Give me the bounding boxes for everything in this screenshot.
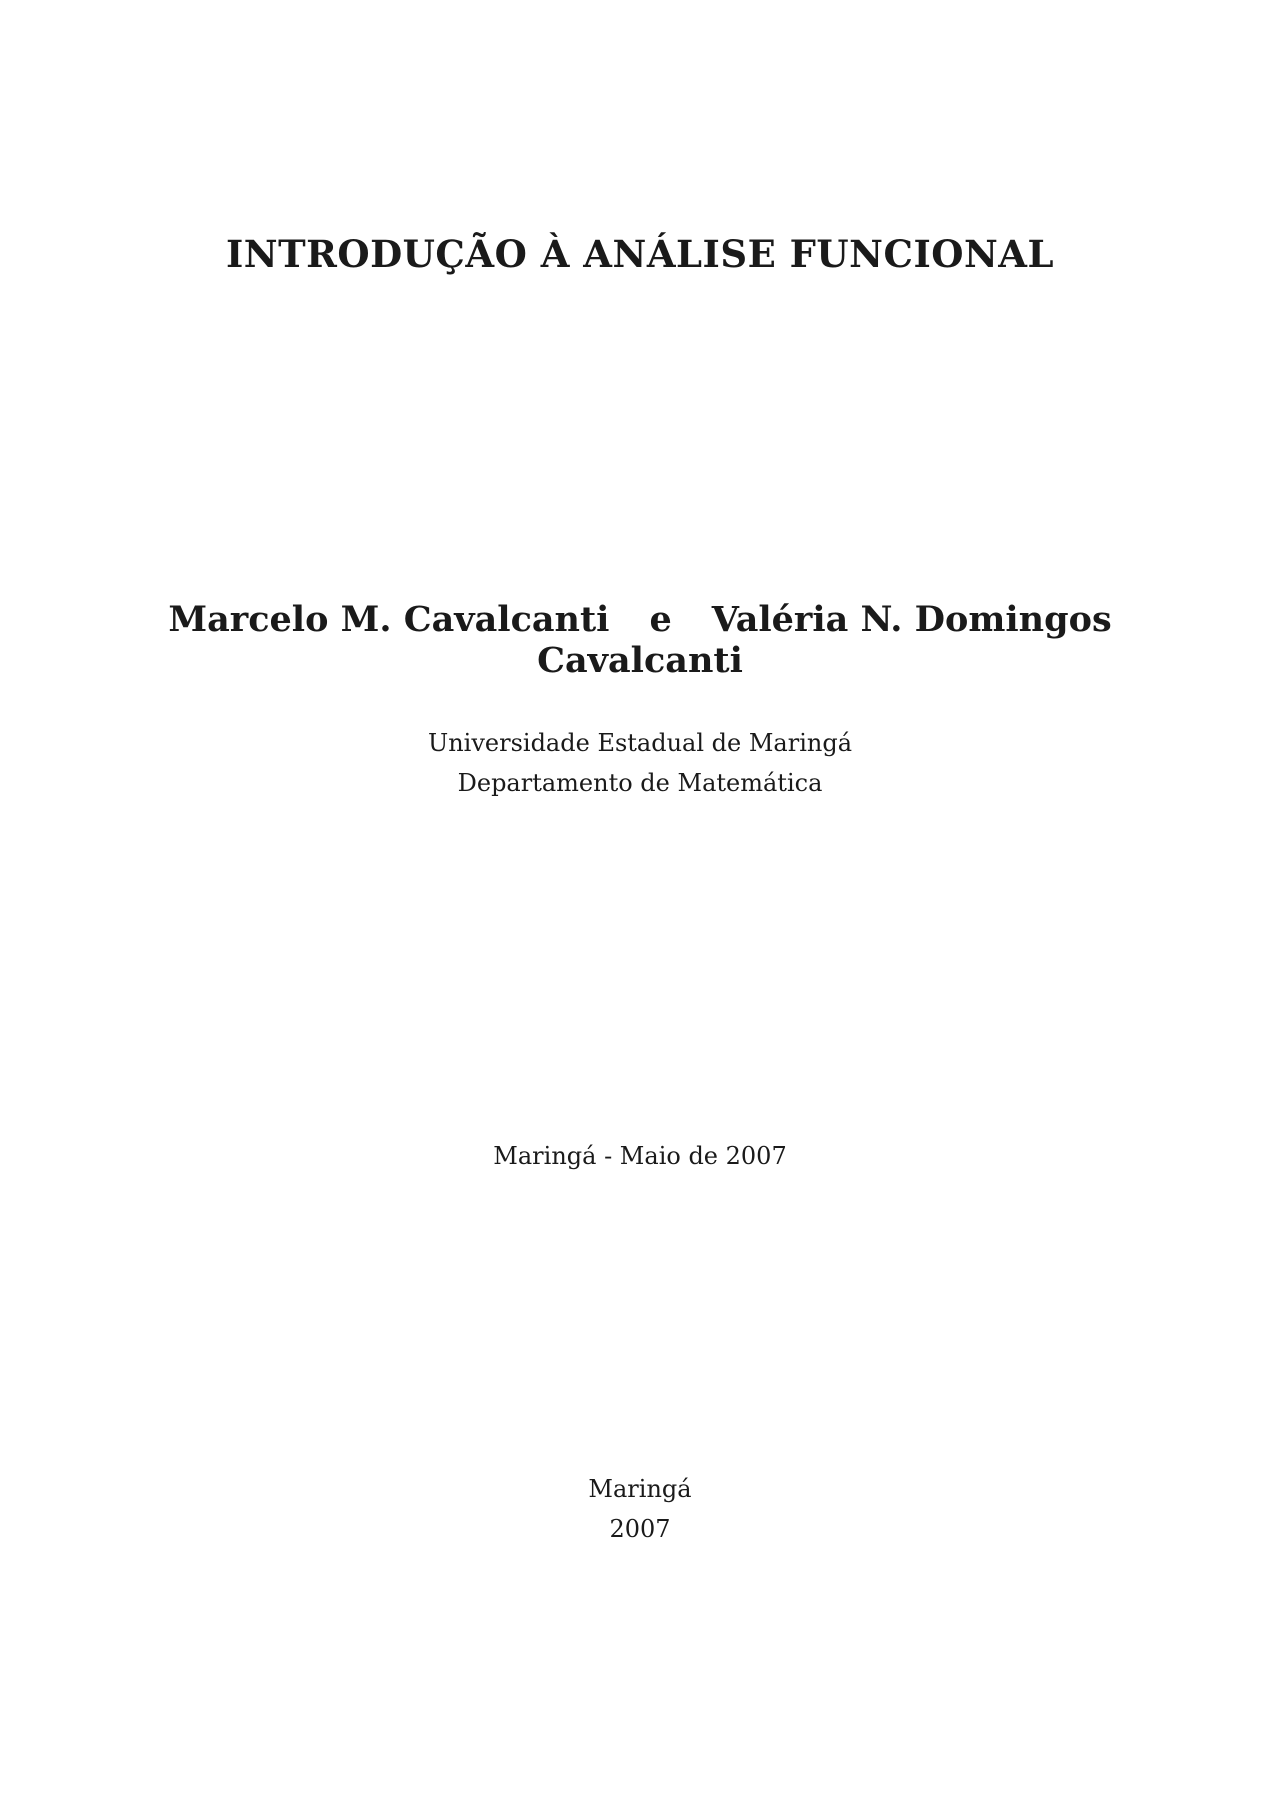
document-title: INTRODUÇÃO À ANÁLISE FUNCIONAL <box>225 232 1055 276</box>
footer-year: 2007 <box>609 1515 671 1543</box>
author-second-continued: Cavalcanti <box>537 640 743 681</box>
author-separator: e <box>649 599 672 640</box>
author-line <box>0 600 1280 640</box>
publication-date: Maringá - Maio de 2007 <box>493 1142 787 1170</box>
university-name: Universidade Estadual de Maringá <box>427 729 853 757</box>
footer-place: Maringá <box>588 1475 692 1503</box>
author-first: Marcelo M. Cavalcanti <box>168 599 610 640</box>
department-name: Departamento de Matemática <box>457 769 823 797</box>
author-second: Valéria N. Domingos <box>711 599 1112 640</box>
